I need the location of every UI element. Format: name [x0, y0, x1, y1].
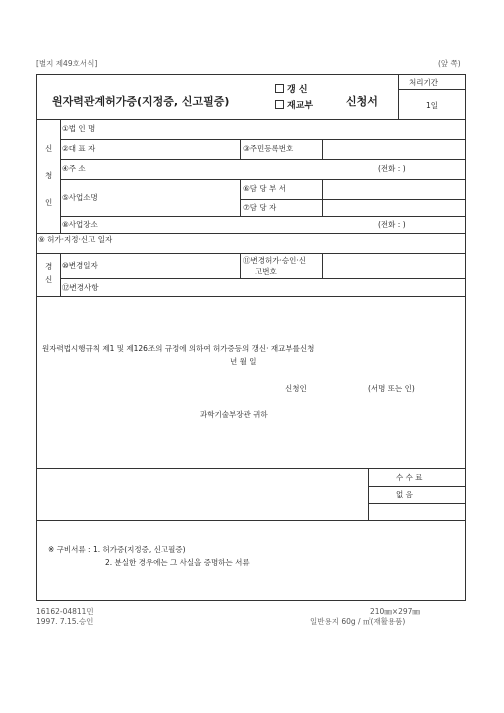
form-number: [별지 제49호서식] [36, 59, 98, 68]
paper-size: 210㎜×297㎜ [370, 607, 420, 616]
addressee: 과학기술부장관 귀하 [200, 410, 268, 419]
application-statement: 원자력법시행규칙 제1 및 제126조의 규정에 의하여 허가증등의 갱신· 재교부를신청 [42, 344, 315, 353]
fee-label: 수 수 료 [396, 473, 423, 482]
change-number-label-2: 고번호 [255, 267, 277, 276]
applicant-label-2: 청 [45, 171, 53, 180]
page-side: (앞 쪽) [438, 59, 461, 68]
option-reissue[interactable] [275, 100, 313, 111]
applicant-label-1: 신 [45, 144, 53, 153]
phone-label-2: (전화 : ) [378, 220, 406, 229]
form-title: 원자력관계허가증(지정증, 신고필증) [52, 95, 230, 108]
renewal-label: 갱 신 [287, 85, 308, 95]
rrn-label: ③주민등록번호 [243, 144, 294, 153]
form-code: 16162-04811민 [36, 607, 94, 616]
fee-value: 없 음 [396, 490, 413, 499]
renewal-checkbox[interactable] [275, 84, 284, 93]
permit-date-label: ⑨ 허가·지정·신고 일자 [38, 235, 113, 244]
change-date-label: ⑩변경일자 [62, 261, 98, 270]
form-suffix: 신청서 [346, 95, 378, 108]
paper-spec: 일반용지 60g / ㎡(재활용품) [310, 617, 406, 626]
applicant-sign-label: 신청인 [285, 384, 307, 393]
business-place-label: ⑧사업장소 [62, 220, 98, 229]
period-label: 처리기간 [409, 78, 438, 87]
change-label-1: 경 [45, 262, 53, 271]
corp-name-label: ①법 인 명 [62, 124, 96, 133]
signature-hint: (서명 또는 인) [368, 384, 415, 393]
required-docs-1: ※ 구비서류 : 1. 허가증(지정증, 신고필증) [48, 545, 186, 554]
applicant-label-3: 인 [45, 198, 53, 207]
form-frame [36, 74, 466, 601]
change-number-label-1: ⑪변경허가·승인·신 [243, 256, 306, 265]
date-line: 년 월 일 [230, 357, 257, 366]
change-details-label: ⑫변경사항 [62, 283, 99, 292]
reissue-checkbox[interactable] [275, 100, 284, 109]
address-label: ④주 소 [62, 164, 86, 173]
required-docs-2: 2. 분실한 경우에는 그 사실을 증명하는 서류 [105, 558, 250, 567]
staff-label: ⑦담 당 자 [243, 203, 277, 212]
reissue-label: 재교부 [287, 101, 314, 111]
business-name-label: ⑤사업소명 [62, 193, 98, 202]
change-label-2: 신 [45, 275, 53, 284]
option-renewal[interactable] [275, 84, 308, 95]
manager-dept-label: ⑥담 당 부 서 [243, 184, 286, 193]
phone-label-1: (전화 : ) [378, 164, 406, 173]
rep-label: ②대 표 자 [62, 144, 96, 153]
approval-date: 1997. 7.15.승인 [36, 617, 94, 626]
period-value: 1일 [426, 101, 439, 110]
